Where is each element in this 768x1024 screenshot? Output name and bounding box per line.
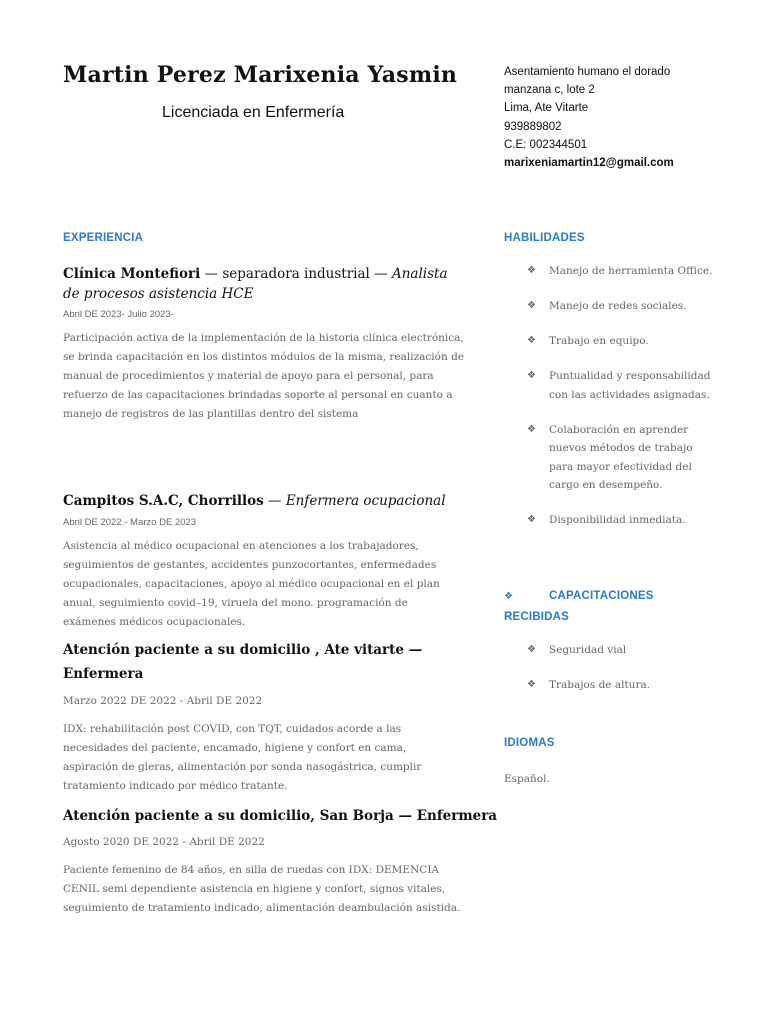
- address-line: manzana c, lote 2: [504, 84, 595, 97]
- job-description: Participación activa de la implementación de la historia clínica electrónica, se brinda capacitación en los distintos módulos de la misma, realización de manual de procedimientos y material de apoyo para el personal, para refuerzo de las capacitaciones brindadas soporte al personal en cuanto a manejo de registros de las plantillas dentro del sistema: [63, 332, 465, 420]
- diamond-bullet-icon: ❖: [527, 514, 536, 525]
- skill-text: Trabajo en equipo.: [549, 335, 649, 347]
- job-description: IDX: rehabilitación post COVID, con TQT, cuidados acorde a las necesidades del paciente, encamado, higiene y confort en cama, aspiración de gleras, alimentación por sonda nasogástrica, cumplir tratamiento indicado por médico tratante.: [63, 723, 422, 792]
- address-line: Asentamiento humano el dorado: [504, 66, 671, 78]
- separator: —: [263, 493, 286, 509]
- separator: —: [369, 266, 392, 282]
- job-organization: Campitos S.A.C, Chorrillos: [63, 493, 264, 509]
- job-description: Asistencia al médico ocupacional en atenciones a los trabajadores, seguimientos de gestantes, accidentes punzocortantes, enfermedades ocupacionales, capacitaciones, apoyo al médico ocupacional en el plan anual, seguimiento covid–19, viruela del mono. programación de exámenes médicos ocupacionales.: [63, 540, 440, 628]
- job-description: Paciente femenino de 84 años, en silla de ruedas con IDX: DEMENCIA CENIL semi dependiente asistencia en higiene y confort, signos vitales, seguimiento de tratamiento indicado, alimentación deambulación asistida.: [63, 864, 461, 914]
- phone-number: 939889802: [504, 120, 562, 133]
- professional-title: Licenciada en Enfermería: [162, 104, 345, 121]
- diamond-bullet-icon: ❖: [504, 591, 514, 602]
- job-role: separadora industrial: [222, 266, 370, 282]
- job-organization: Clínica Montefiori: [63, 266, 201, 282]
- skill-text: Manejo de herramienta Office.: [549, 265, 713, 277]
- training-item: [527, 641, 717, 660]
- address-line: Lima, Ate Vitarte: [504, 102, 589, 115]
- diamond-bullet-icon: ❖: [527, 300, 536, 311]
- skill-item: [527, 297, 717, 316]
- section-heading-experience: EXPERIENCIA: [63, 232, 144, 244]
- skills-list: [527, 262, 717, 546]
- candidate-name: Martin Perez Marixenia Yasmin: [63, 62, 458, 88]
- training-item: [527, 676, 717, 695]
- diamond-bullet-icon: ❖: [527, 335, 536, 346]
- section-heading-languages: IDIOMAS: [504, 737, 555, 749]
- skill-text: Disponibilidad inmediata.: [549, 514, 686, 526]
- section-heading-trainings: [504, 586, 704, 627]
- ce-number: C.E: 002344501: [504, 138, 588, 151]
- job-dates: Agosto 2020 DE 2022 - Abril DE 2022: [63, 836, 265, 848]
- skill-text: Puntualidad y responsabilidad con las actividades asignadas.: [549, 370, 711, 401]
- skill-item: [527, 421, 717, 495]
- skill-text: Colaboración en aprender nuevos métodos de trabajo para mayor efectividad del cargo en desempeño.: [549, 423, 693, 491]
- job-dates: Abril DE 2023- Julio 2023-: [63, 309, 174, 320]
- separator: —: [200, 266, 223, 282]
- skill-text: Manejo de redes sociales.: [549, 300, 687, 312]
- training-text: Trabajos de altura.: [549, 679, 651, 691]
- job-title: [63, 491, 483, 511]
- language-item: Español.: [504, 773, 550, 785]
- job-title: Atención paciente a su domicilio , Ate vitarte — Enfermera: [63, 642, 423, 682]
- job-position: Enfermera ocupacional: [285, 493, 446, 509]
- section-heading-text: RECIBIDAS: [504, 611, 570, 623]
- skill-item: [527, 367, 717, 404]
- diamond-bullet-icon: ❖: [527, 679, 536, 690]
- trainings-list: [527, 641, 717, 711]
- job-title: [63, 264, 463, 304]
- skill-item: [527, 262, 717, 281]
- contact-block: [504, 63, 754, 172]
- job-position: Analista de procesos asistencia HCE: [63, 266, 448, 302]
- section-heading-skills: HABILIDADES: [504, 232, 585, 244]
- email-address[interactable]: marixeniamartin12@gmail.com: [504, 157, 674, 170]
- job-dates: Abril DE 2022 - Marzo DE 2023: [63, 517, 197, 528]
- diamond-bullet-icon: ❖: [527, 370, 536, 381]
- job-title: Atención paciente a su domicilio, San Borja — Enfermera: [63, 808, 498, 824]
- section-heading-text: CAPACITACIONES: [549, 590, 654, 602]
- job-dates: Marzo 2022 DE 2022 - Abril DE 2022: [63, 695, 263, 707]
- diamond-bullet-icon: ❖: [527, 423, 536, 435]
- diamond-bullet-icon: ❖: [527, 644, 536, 655]
- training-text: Seguridad vial: [549, 644, 627, 656]
- diamond-bullet-icon: ❖: [527, 265, 536, 276]
- skill-item: [527, 511, 717, 530]
- skill-item: [527, 332, 717, 351]
